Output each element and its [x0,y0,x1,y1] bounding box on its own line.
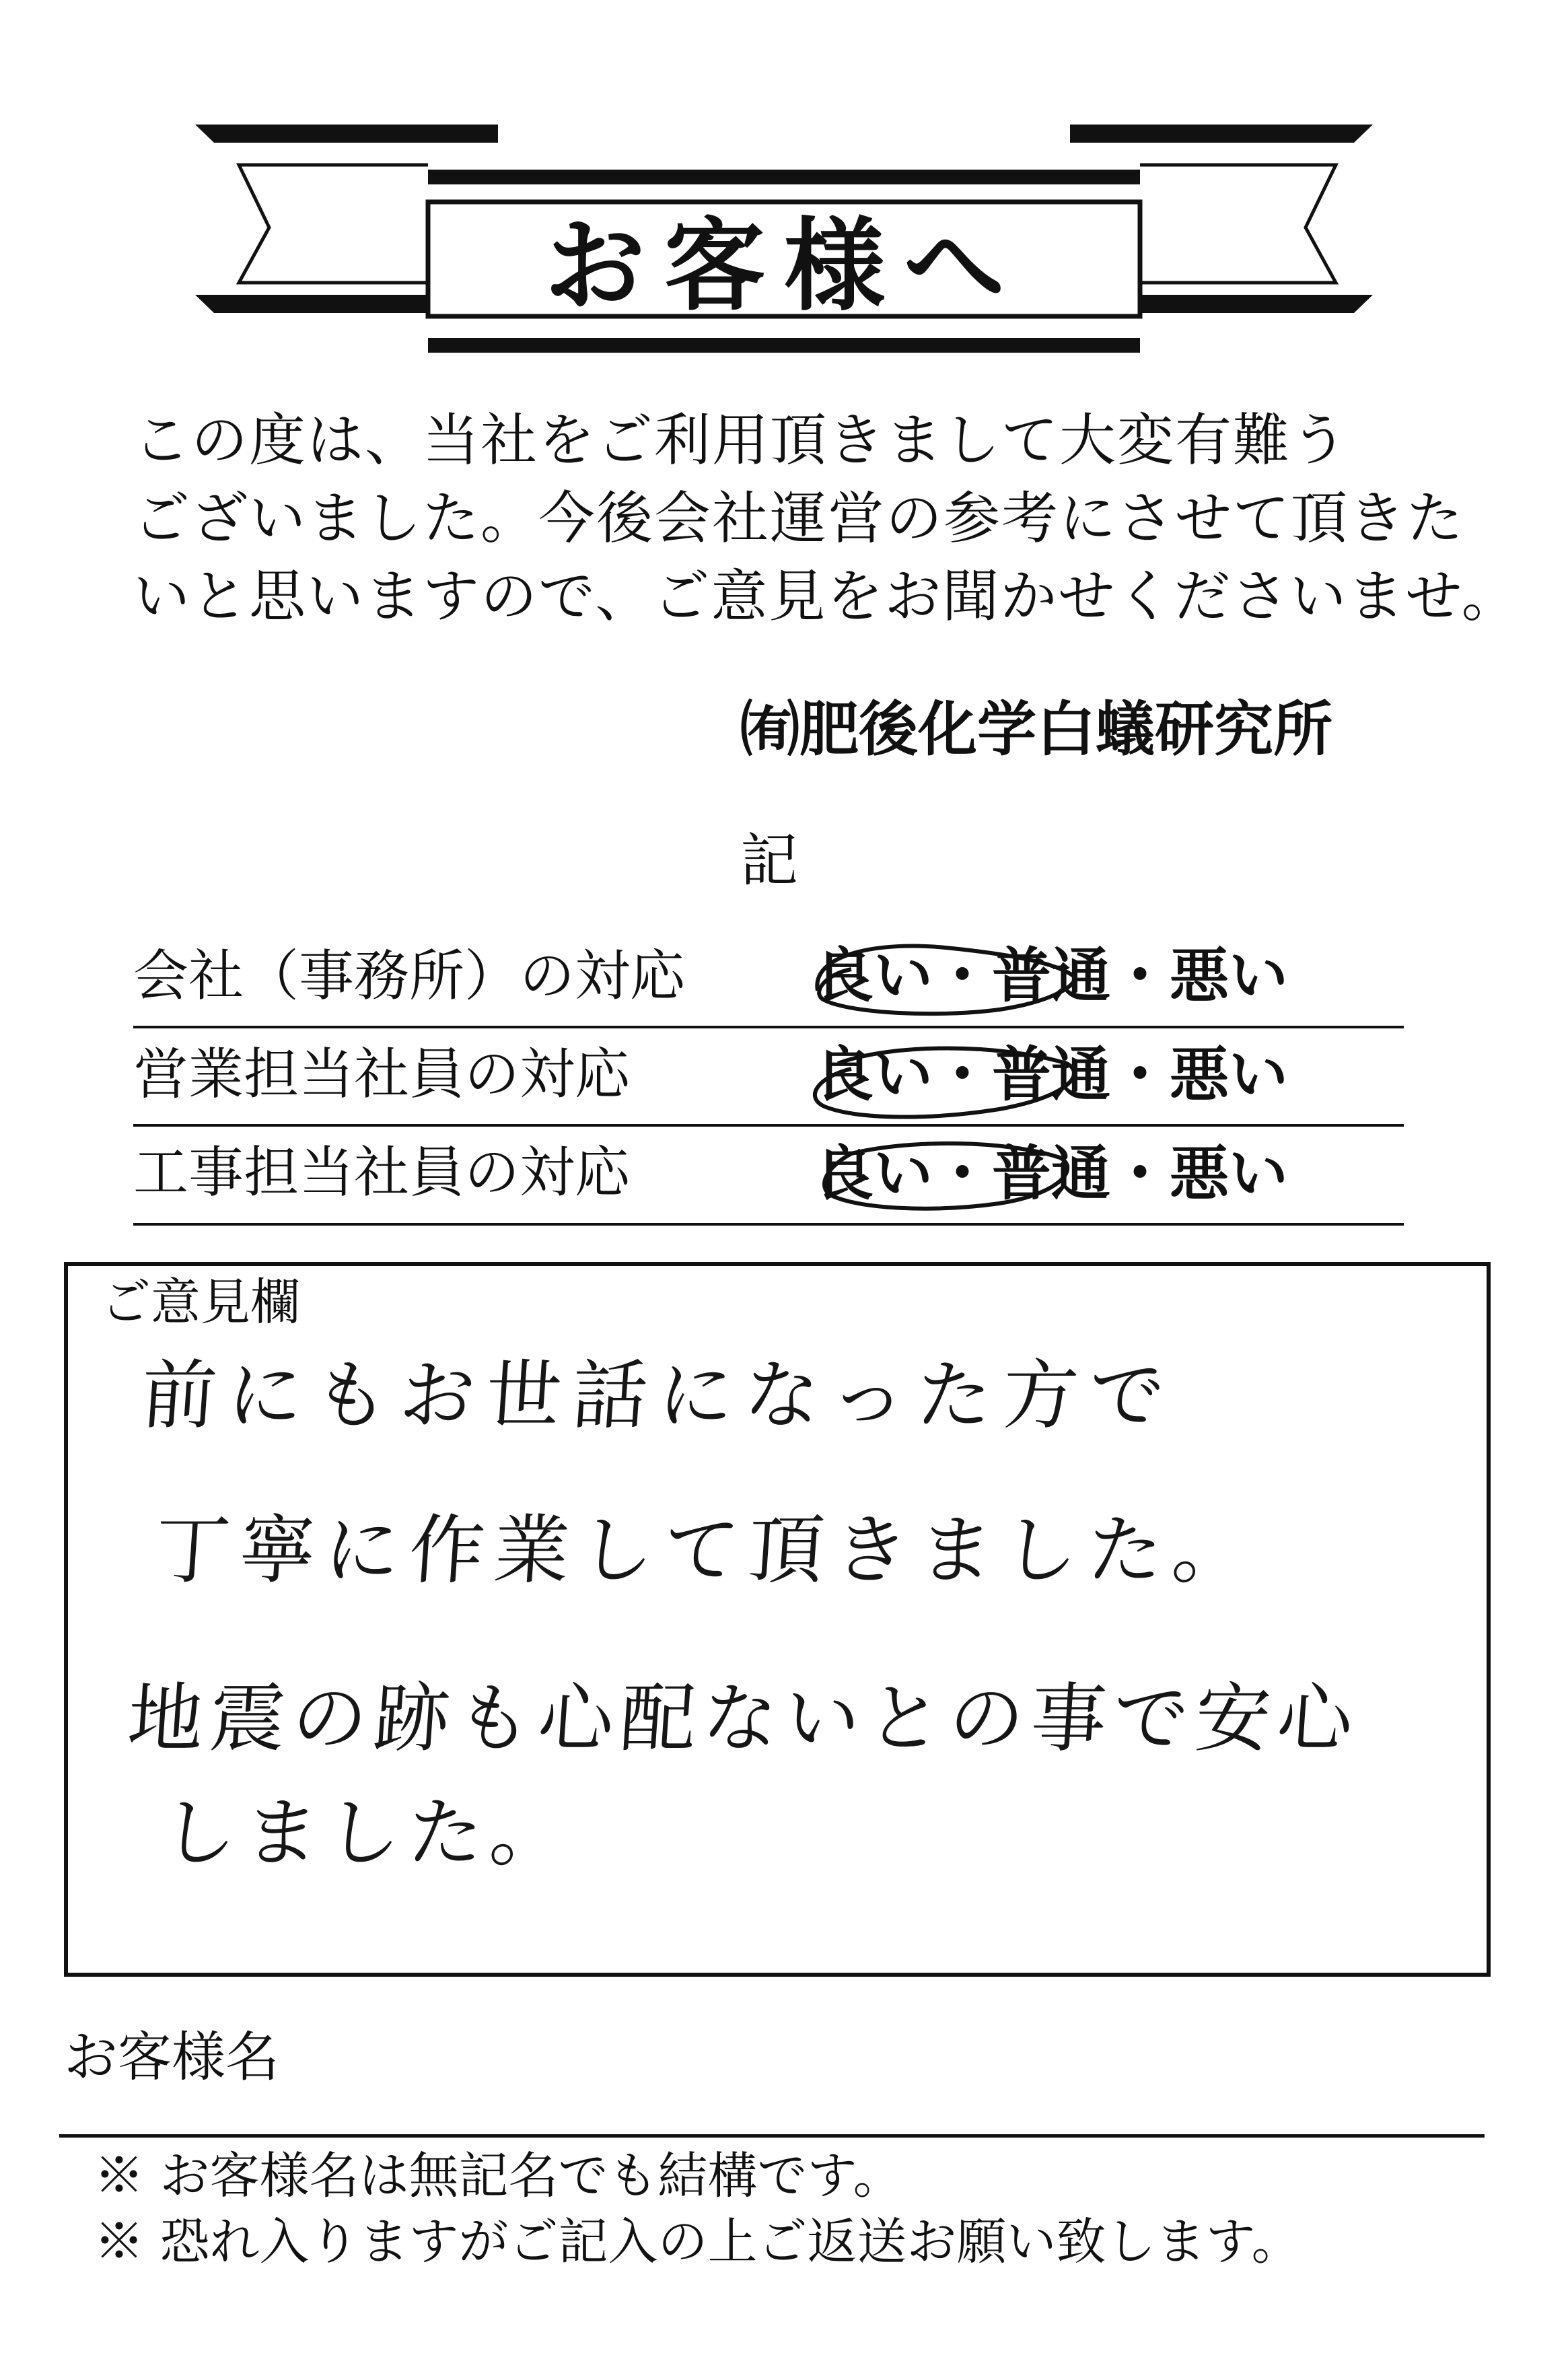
circle-mark-office [797,934,1094,1028]
rating-options-sales[interactable]: 良い・普通・悪い [814,1040,1289,1109]
note-line-1: ※ お客様名は無記名でも結構です。 [94,2147,903,2205]
note-line-2: ※ 恐れ入りますがご記入の上ご返送お願い致します。 [94,2213,1302,2271]
rating-options-office[interactable]: 良い・普通・悪い [814,941,1289,1010]
rating-options-construction[interactable]: 良い・普通・悪い [814,1139,1289,1208]
handwritten-line-3: 地震の跡も心配ないとの事で安心 [124,1675,1363,1763]
rating-divider-sales [133,1124,1404,1127]
intro-line-3: いと思いますので、ご意見をお聞かせくださいませ。 [133,563,1520,629]
intro-line-2: ございました。今後会社運営の参考にさせて頂きた [133,485,1465,551]
rating-divider-construction [133,1223,1404,1226]
rating-label-construction: 工事担当社員の対応 [133,1141,631,1205]
rating-label-office: 会社（事務所）の対応 [133,944,686,1008]
customer-name-label: お客様名 [64,2026,279,2088]
intro-line-1: この度は、当社をご利用頂きまして大変有難う [133,407,1349,473]
circle-mark-construction [804,1133,1087,1228]
customer-name-line[interactable] [59,2134,1485,2138]
handwritten-line-2: 丁寧に作業して頂きました。 [151,1507,1260,1594]
banner-title: お客様へ [544,207,1024,325]
comment-label: ご意見欄 [101,1273,300,1331]
rating-divider-office [133,1026,1404,1028]
rating-label-sales: 営業担当社員の対応 [133,1043,631,1106]
circle-mark-sales [797,1036,1094,1137]
handwritten-line-4: しました。 [158,1790,575,1877]
handwritten-line-1: 前にもお世話になった方で [138,1352,1178,1440]
ki-heading: 記 [740,827,798,894]
company-name: ㈲肥後化学白蟻研究所 [740,695,1333,764]
